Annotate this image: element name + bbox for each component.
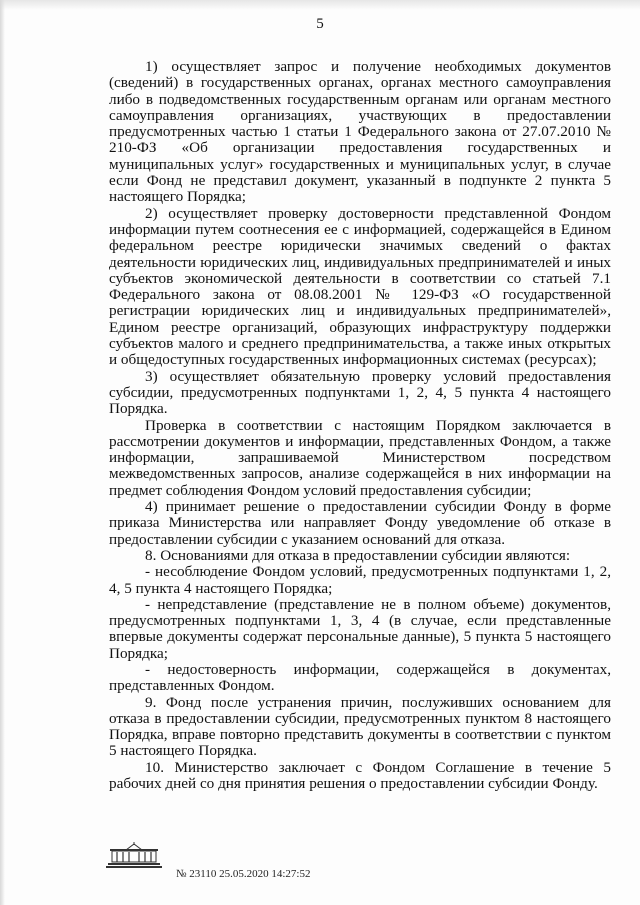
paragraph-8: - непредставление (представление не в полном объеме) документов, предусмотренных подпунктами 1, 3, 4 (в случае, если представленные впервые документы содержат персональные данные), 5 пункта 5 настоящего Порядка; xyxy=(109,595,611,662)
page-number: 5 xyxy=(316,16,324,32)
paragraph-10: 9. Фонд после устранения причин, послуживших основанием для отказа в предоставлении субсидии, предусмотренных пунктом 8 настоящего Порядка, вправе повторно представить документы в соответствии с пунктом 5 настоящего Порядка. xyxy=(109,693,611,760)
government-building-icon xyxy=(104,842,164,870)
document-registration-stamp: № 23110 25.05.2020 14:27:52 xyxy=(176,868,311,880)
paragraph-1: 1) осуществляет запрос и получение необходимых документов (сведений) в государственных органах, органах местного самоуправления либо в подведомственных государственным органам или органам местного самоуправления организациях, участвующих в предоставлении предусмотренных частью 1 статьи 1 Федерального закона от 27.07.2010 № 210-ФЗ «Об организации предоставления государственных и муниципальных услуг» государственных и муниципальных услуг, в случае если Фонд не представил документ, указанный в подпункте 2 пункта 5 настоящего Порядка; xyxy=(109,58,611,206)
paragraph-5: 4) принимает решение о предоставлении субсидии Фонду в форме приказа Министерства или направляет Фонду уведомление об отказе в предоставлении субсидии с указанием оснований для отказа. xyxy=(109,498,611,548)
paragraph-2: 2) осуществляет проверку достоверности представленной Фондом информации путем соотнесения ее с информацией, содержащейся в Едином федеральном реестре юридически значимых сведений о фактах деятельности юридических лиц, индивидуальных предпринимателей и иных субъектов экономической деятельности в соответствии со статьей 7.1 Федерального закона от 08.08.2001 № 129-ФЗ «О государственной регистрации юридических лиц и индивидуальных предпринимателей», Едином реестре организаций, образующих инфраструктуру поддержки субъектов малого и среднего предпринимательства, а также иных открытых и общедоступных государственных информационных системах (ресурсах); xyxy=(109,204,611,369)
document-body xyxy=(109,59,611,792)
document-footer xyxy=(104,842,404,892)
paragraph-9: - недостоверность информации, содержащейся в документах, представленных Фондом. xyxy=(109,660,611,695)
scan-shadow-left xyxy=(0,0,5,905)
paragraph-11: 10. Министерство заключает с Фондом Соглашение в течение 5 рабочих дней со дня принятия решения о предоставлении субсидии Фонду. xyxy=(109,758,611,793)
paragraph-6: 8. Основаниями для отказа в предоставлении субсидии являются: xyxy=(145,546,571,564)
paragraph-4: Проверка в соответствии с настоящим Порядком заключается в рассмотрении документов и информации, представленных Фондом, а также информации, запрашиваемой Министерством посредством межведомственных запросов, анализе содержащейся в них информации на предмет соблюдения Фондом условий предоставления субсидии; xyxy=(109,416,611,499)
paragraph-7: - несоблюдение Фондом условий, предусмотренных подпунктами 1, 2, 4, 5 пункта 4 настоящего Порядка; xyxy=(109,563,611,597)
paragraph-3: 3) осуществляет обязательную проверку условий предоставления субсидии, предусмотренных подпунктами 1, 2, 4, 5 пункта 4 настоящего Порядка. xyxy=(109,367,611,418)
scan-shadow-top xyxy=(0,0,640,10)
